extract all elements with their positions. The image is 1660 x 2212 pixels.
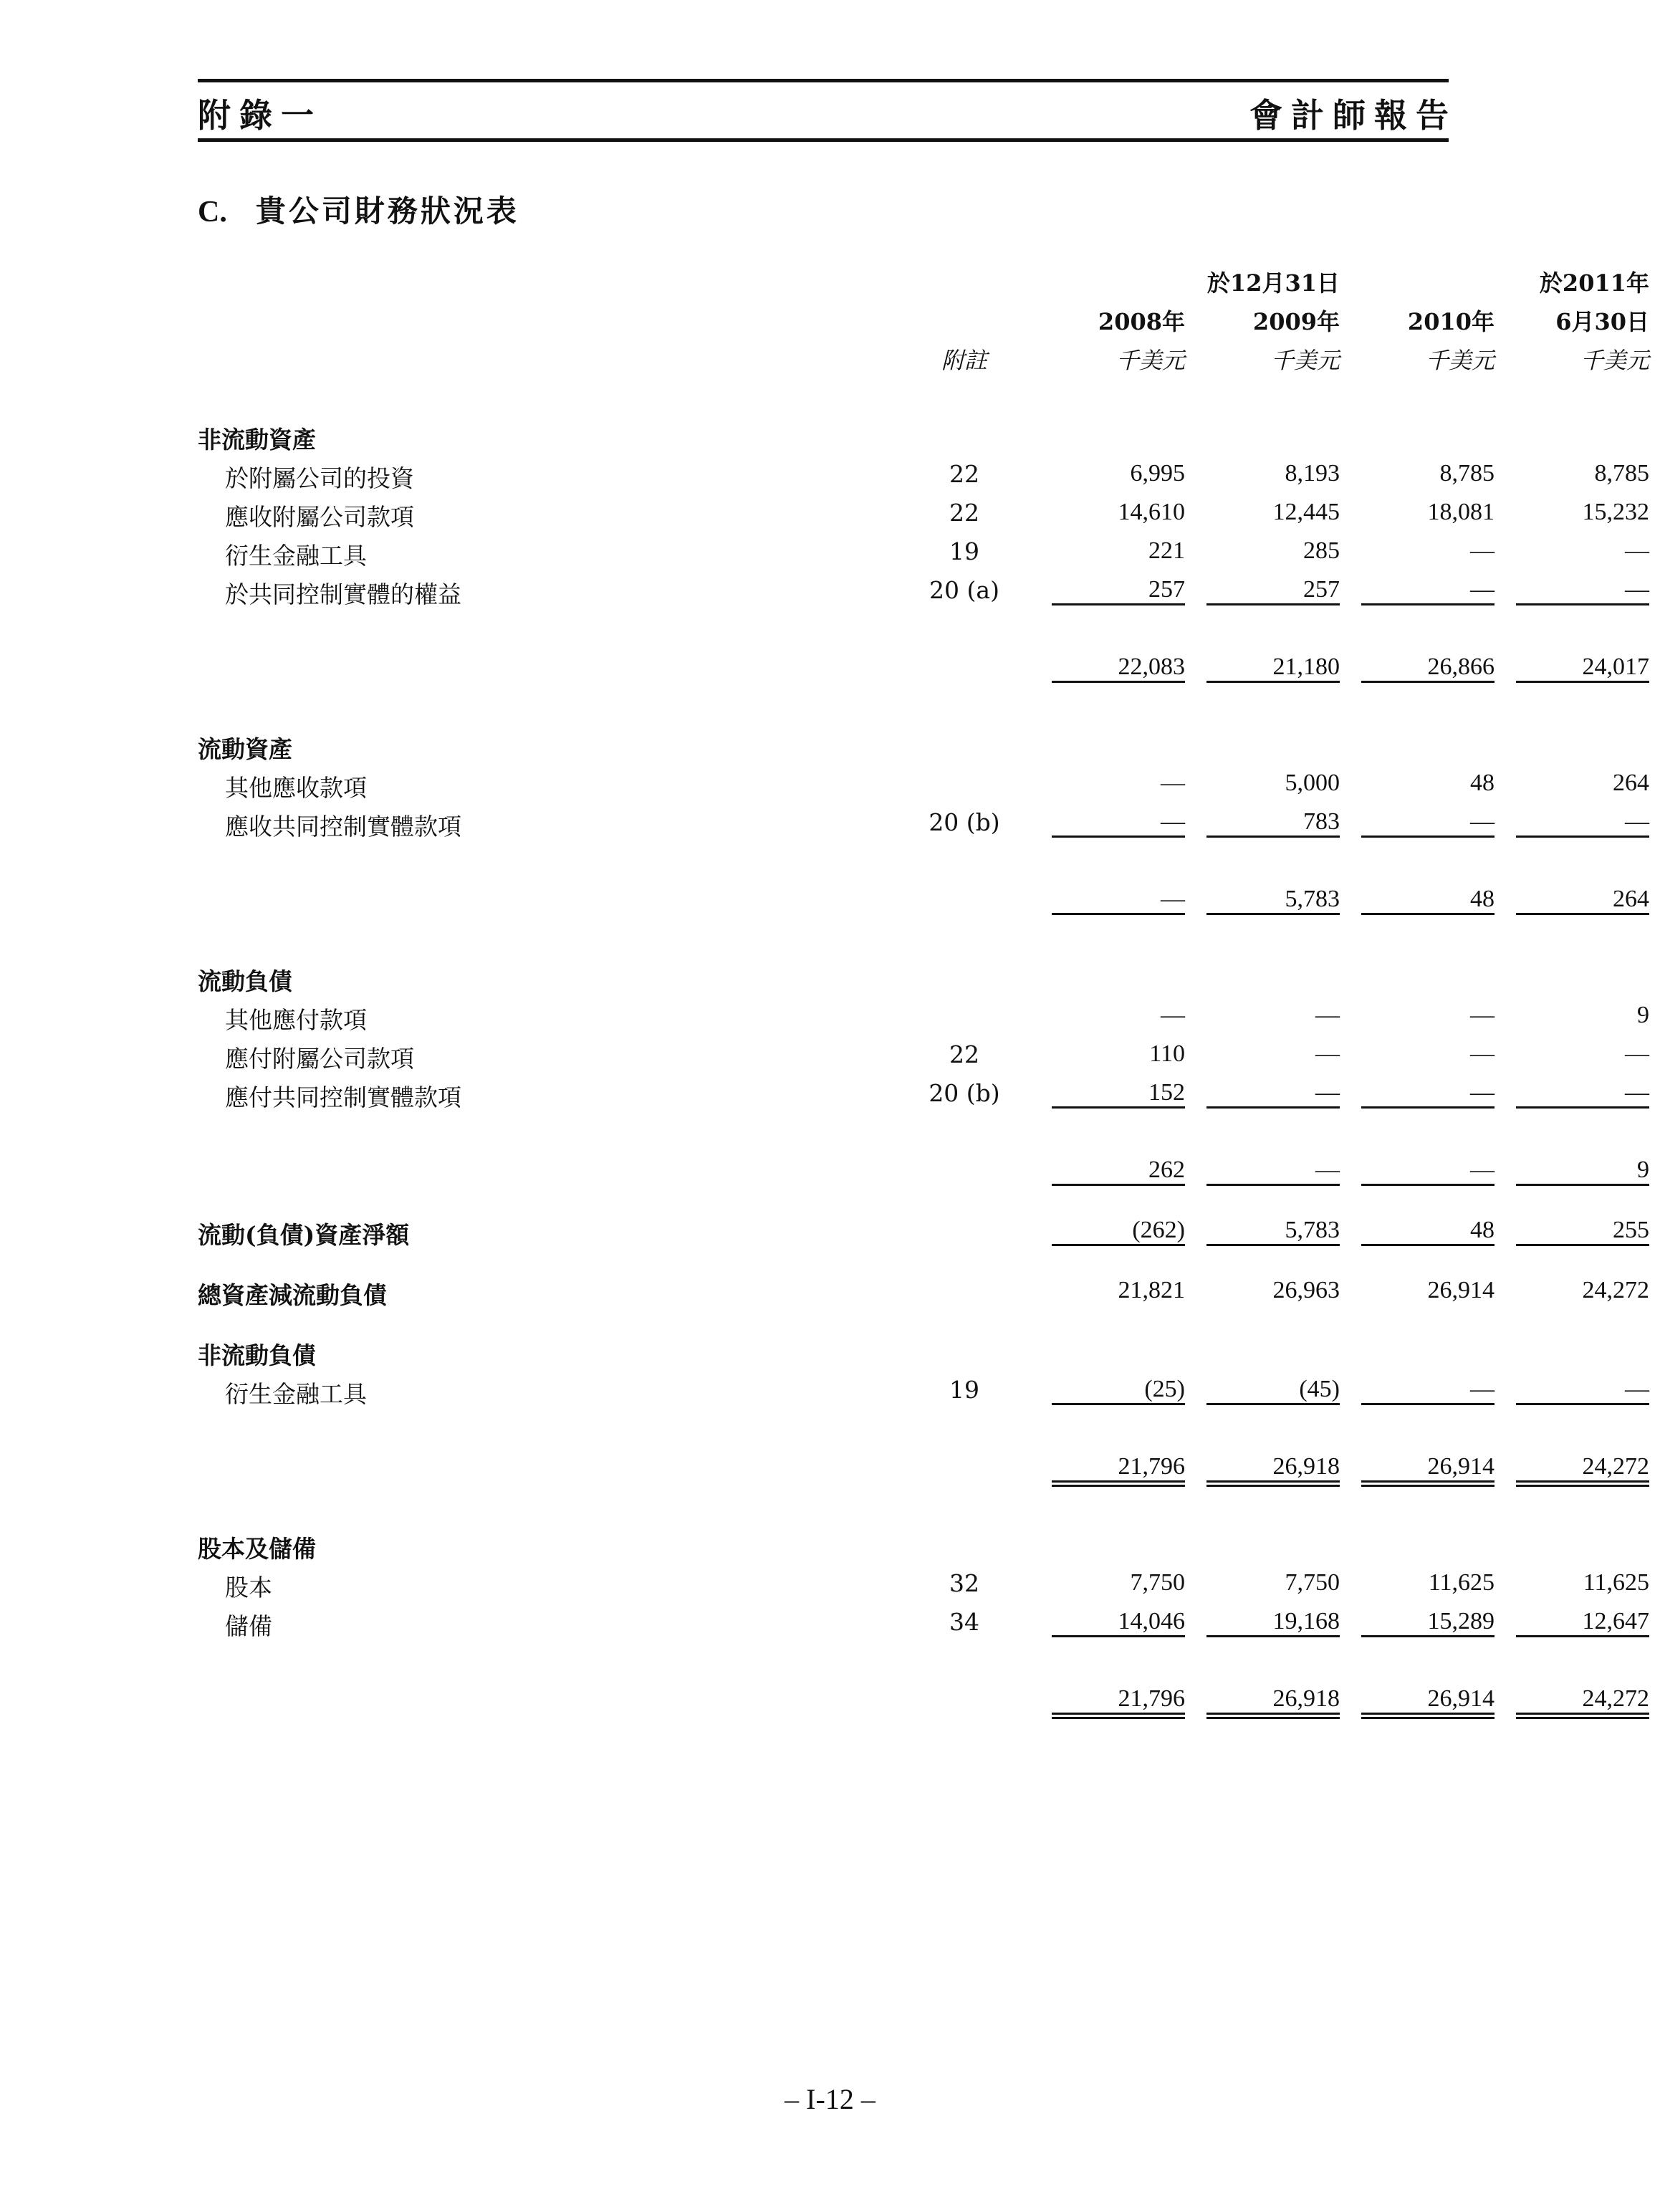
cell-2010: — xyxy=(1470,1002,1495,1028)
row-note: 20 (b) xyxy=(929,1079,1000,1107)
appendix-label: 附錄一 xyxy=(198,96,322,135)
table-row xyxy=(198,1601,1649,1640)
cell-2009: — xyxy=(1315,1040,1340,1067)
underline xyxy=(1052,1403,1185,1405)
col-date-jun30: 6月30日 xyxy=(1555,308,1649,335)
underline xyxy=(1516,1403,1649,1405)
col-group-label: 於12月31日 xyxy=(1206,269,1340,297)
header-row-2 xyxy=(198,298,1649,337)
table-row xyxy=(198,1072,1649,1111)
col-year-2010: 2010年 xyxy=(1407,308,1495,335)
cell-2011: — xyxy=(1625,537,1649,564)
cell-2009: 26,963 xyxy=(1272,1277,1340,1303)
col-year-2009: 2009年 xyxy=(1252,308,1340,335)
underline xyxy=(1361,1403,1495,1405)
section-heading xyxy=(198,1330,1449,1369)
row-label: 流動(負債)資產淨額 xyxy=(198,1221,410,1249)
cell-2009: 7,750 xyxy=(1285,1569,1340,1596)
underline xyxy=(1206,1106,1340,1109)
table-row xyxy=(198,801,1649,841)
underline xyxy=(1516,836,1649,838)
underline xyxy=(1361,913,1495,915)
underline xyxy=(1052,1184,1185,1186)
cell-2011: 264 xyxy=(1613,886,1649,912)
cell-2009: 8,193 xyxy=(1285,460,1340,487)
row-note: 34 xyxy=(949,1608,979,1636)
cell-2010: 26,914 xyxy=(1427,1453,1495,1480)
subtotal-row xyxy=(198,646,1649,685)
cell-2011: 24,272 xyxy=(1582,1277,1649,1303)
row-label: 儲備 xyxy=(225,1612,272,1640)
table-row xyxy=(198,1033,1649,1073)
underline xyxy=(1052,913,1185,915)
section-label: 非流動負債 xyxy=(198,1341,316,1369)
underline xyxy=(1361,1106,1495,1109)
cell-2008: 21,796 xyxy=(1118,1685,1185,1712)
double-underline xyxy=(1361,1713,1495,1719)
subtotal-row xyxy=(198,1149,1649,1188)
row-label: 應付附屬公司款項 xyxy=(225,1045,414,1073)
cell-2010: 48 xyxy=(1470,770,1495,796)
cell-2011: 9 xyxy=(1637,1157,1649,1183)
cell-2010: 48 xyxy=(1470,886,1495,912)
table-row xyxy=(198,1369,1649,1408)
cell-2009: 5,783 xyxy=(1285,1217,1340,1243)
section-label: 非流動資產 xyxy=(198,426,316,454)
cell-2011: — xyxy=(1625,808,1649,835)
col-note-label: 附註 xyxy=(941,347,987,374)
row-note: 22 xyxy=(949,1040,979,1068)
cell-2008: — xyxy=(1161,886,1185,912)
cell-2009: — xyxy=(1315,1002,1340,1028)
row-label: 應付共同控制實體款項 xyxy=(225,1083,461,1111)
page-header xyxy=(198,79,1457,142)
cell-2011: 24,017 xyxy=(1582,653,1649,680)
cell-2009: 21,180 xyxy=(1272,653,1340,680)
cell-2010: — xyxy=(1470,537,1495,564)
underline xyxy=(1516,913,1649,915)
cell-2008: 21,821 xyxy=(1118,1277,1185,1303)
col-unit-4: 千美元 xyxy=(1580,347,1649,374)
underline xyxy=(1516,603,1649,605)
cell-2009: 26,918 xyxy=(1272,1685,1340,1712)
cell-2010: — xyxy=(1470,1040,1495,1067)
cell-2010: — xyxy=(1470,1376,1495,1402)
row-label: 衍生金融工具 xyxy=(225,1380,367,1408)
cell-2010: 26,914 xyxy=(1427,1685,1495,1712)
cell-2009: 19,168 xyxy=(1272,1608,1340,1634)
underline xyxy=(1516,1635,1649,1637)
cell-2009: — xyxy=(1315,1079,1340,1106)
underline xyxy=(1361,681,1495,683)
underline xyxy=(1052,603,1185,605)
underline xyxy=(1206,1244,1340,1246)
header-row-1 xyxy=(198,259,1649,298)
section-title xyxy=(198,188,519,231)
net-assets-row xyxy=(198,1446,1649,1485)
cell-2011: — xyxy=(1625,1376,1649,1402)
cell-2010: 26,866 xyxy=(1427,653,1495,680)
double-underline xyxy=(1052,1480,1185,1487)
cell-2009: 783 xyxy=(1303,808,1340,835)
underline xyxy=(1206,913,1340,915)
underline xyxy=(1206,1635,1340,1637)
underline xyxy=(1516,1244,1649,1246)
col-2011-label: 於2011年 xyxy=(1539,269,1649,297)
table-row xyxy=(198,530,1649,570)
underline xyxy=(1052,1106,1185,1109)
double-underline xyxy=(1516,1713,1649,1719)
table-row xyxy=(198,492,1649,531)
cell-2010: — xyxy=(1470,1079,1495,1106)
cell-2010: 18,081 xyxy=(1427,499,1495,525)
section-title-text: 貴公司財務狀況表 xyxy=(255,193,519,229)
row-note: 22 xyxy=(949,460,979,488)
underline xyxy=(1206,1403,1340,1405)
underline xyxy=(1052,1244,1185,1246)
underline xyxy=(1206,681,1340,683)
row-label: 應收共同控制實體款項 xyxy=(225,813,461,841)
cell-2011: 24,272 xyxy=(1582,1453,1649,1480)
cell-2010: 48 xyxy=(1470,1217,1495,1243)
cell-2009: — xyxy=(1315,1157,1340,1183)
cell-2011: — xyxy=(1625,1040,1649,1067)
row-label: 股本 xyxy=(225,1574,272,1601)
total-assets-less-row xyxy=(198,1270,1649,1309)
cell-2010: — xyxy=(1470,808,1495,835)
cell-2010: 11,625 xyxy=(1428,1569,1495,1596)
underline xyxy=(1361,836,1495,838)
cell-2008: 152 xyxy=(1148,1079,1185,1106)
section-label: 流動負債 xyxy=(198,967,292,995)
header-bottom-rule xyxy=(198,138,1449,142)
row-label: 總資產減流動負債 xyxy=(198,1281,387,1309)
col-unit-3: 千美元 xyxy=(1425,347,1495,374)
cell-2011: 255 xyxy=(1613,1217,1649,1243)
cell-2009: 26,918 xyxy=(1272,1453,1340,1480)
cell-2009: (45) xyxy=(1299,1376,1340,1402)
cell-2011: 15,232 xyxy=(1582,499,1649,525)
section-letter: C. xyxy=(198,196,227,229)
row-note: 22 xyxy=(949,499,979,527)
table-row xyxy=(198,995,1649,1034)
row-note: 32 xyxy=(949,1569,979,1597)
underline xyxy=(1361,1635,1495,1637)
cell-2011: 24,272 xyxy=(1582,1685,1649,1712)
cell-2008: 14,610 xyxy=(1118,499,1185,525)
underline xyxy=(1052,681,1185,683)
row-label: 衍生金融工具 xyxy=(225,542,367,570)
cell-2009: 257 xyxy=(1303,576,1340,603)
cell-2008: (25) xyxy=(1144,1376,1185,1402)
double-underline xyxy=(1361,1480,1495,1487)
table-row xyxy=(198,453,1649,492)
cell-2008: 6,995 xyxy=(1130,460,1185,487)
double-underline xyxy=(1052,1713,1185,1719)
cell-2008: 221 xyxy=(1148,537,1185,564)
underline xyxy=(1516,1106,1649,1109)
cell-2010: 8,785 xyxy=(1439,460,1495,487)
cell-2008: — xyxy=(1161,770,1185,796)
row-label: 其他應付款項 xyxy=(225,1006,367,1034)
underline xyxy=(1361,1244,1495,1246)
cell-2011: 8,785 xyxy=(1594,460,1649,487)
section-label: 流動資產 xyxy=(198,735,292,763)
section-heading xyxy=(198,1523,1449,1562)
cell-2011: 11,625 xyxy=(1583,1569,1649,1596)
underline xyxy=(1206,603,1340,605)
equity-total-row xyxy=(198,1678,1649,1717)
cell-2009: 12,445 xyxy=(1272,499,1340,525)
page-number: – I-12 – xyxy=(785,2083,875,2115)
row-note: 19 xyxy=(949,537,979,565)
net-current-row xyxy=(198,1210,1649,1249)
underline xyxy=(1052,836,1185,838)
underline xyxy=(1516,681,1649,683)
cell-2008: (262) xyxy=(1132,1217,1185,1243)
section-heading xyxy=(198,414,1449,453)
cell-2009: 285 xyxy=(1303,537,1340,564)
underline xyxy=(1361,603,1495,605)
section-label: 股本及儲備 xyxy=(198,1535,316,1563)
cell-2008: 257 xyxy=(1148,576,1185,603)
row-note: 20 (a) xyxy=(929,576,999,604)
cell-2011: 264 xyxy=(1613,770,1649,796)
underline xyxy=(1206,836,1340,838)
table-row xyxy=(198,1562,1649,1601)
row-note: 19 xyxy=(949,1376,979,1404)
col-year-2008: 2008年 xyxy=(1098,308,1185,335)
row-label: 應收附屬公司款項 xyxy=(225,503,414,531)
cell-2008: — xyxy=(1161,808,1185,835)
row-label: 於附屬公司的投資 xyxy=(225,464,414,492)
cell-2011: — xyxy=(1625,1079,1649,1106)
row-note: 20 (b) xyxy=(929,808,1000,836)
double-underline xyxy=(1206,1713,1340,1719)
table-row xyxy=(198,762,1649,802)
col-unit-2: 千美元 xyxy=(1270,347,1340,374)
double-underline xyxy=(1516,1480,1649,1487)
section-heading xyxy=(198,724,1449,762)
cell-2011: — xyxy=(1625,576,1649,603)
row-label: 於共同控制實體的權益 xyxy=(225,580,461,608)
underline xyxy=(1361,1184,1495,1186)
cell-2008: 7,750 xyxy=(1130,1569,1185,1596)
cell-2010: — xyxy=(1470,1157,1495,1183)
header-row-3 xyxy=(198,337,1649,375)
cell-2011: 9 xyxy=(1637,1002,1649,1028)
subtotal-row xyxy=(198,878,1649,917)
table-row xyxy=(198,569,1649,608)
underline xyxy=(1516,1184,1649,1186)
cell-2008: 110 xyxy=(1149,1040,1185,1067)
cell-2008: 22,083 xyxy=(1118,653,1185,680)
cell-2008: 14,046 xyxy=(1118,1608,1185,1634)
cell-2008: — xyxy=(1161,1002,1185,1028)
section-heading xyxy=(198,956,1449,995)
col-unit-1: 千美元 xyxy=(1116,347,1185,374)
cell-2008: 21,796 xyxy=(1118,1453,1185,1480)
cell-2011: 12,647 xyxy=(1582,1608,1649,1634)
cell-2010: — xyxy=(1470,576,1495,603)
underline xyxy=(1206,1184,1340,1186)
cell-2009: 5,783 xyxy=(1285,886,1340,912)
cell-2010: 26,914 xyxy=(1427,1277,1495,1303)
cell-2010: 15,289 xyxy=(1427,1608,1495,1634)
financial-position-table xyxy=(198,259,1649,1717)
underline xyxy=(1052,1635,1185,1637)
double-underline xyxy=(1206,1480,1340,1487)
row-label: 其他應收款項 xyxy=(225,774,367,802)
cell-2009: 5,000 xyxy=(1285,770,1340,796)
report-label: 會計師報告 xyxy=(1249,96,1457,135)
cell-2008: 262 xyxy=(1148,1157,1185,1183)
